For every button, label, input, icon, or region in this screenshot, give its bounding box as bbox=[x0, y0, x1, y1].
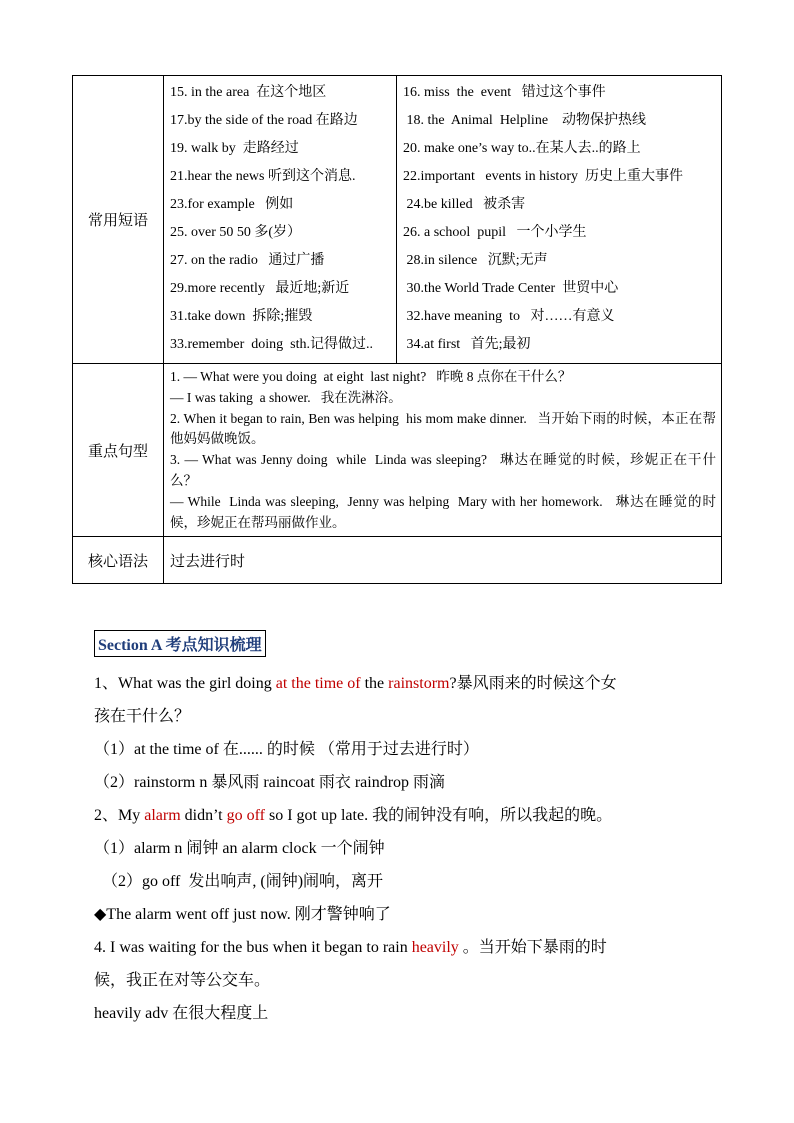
phrase-right-item: 16. miss the event 错过这个事件 bbox=[403, 85, 606, 100]
summary-table bbox=[72, 75, 722, 584]
item2-highlight-1: alarm bbox=[144, 807, 181, 824]
phrase-right-item: 24.be killed 被杀害 bbox=[403, 197, 526, 212]
phrase-right-item: 20. make one’s way to..在某人去..的路上 bbox=[403, 141, 641, 156]
note-item-1-cont: 孩在干什么？ bbox=[94, 708, 191, 725]
item2-text-post: so I got up late. 我的闹钟没有响，所以我起的晚。 bbox=[264, 807, 613, 824]
phrase-left-item: 33.remember doing sth.记得做过.. bbox=[170, 337, 373, 352]
item4-text-post: 。当开始下暴雨的时 bbox=[458, 939, 607, 956]
note-item-2-sub-1: （1）alarm n 闹钟 an alarm clock 一个闹钟 bbox=[94, 840, 385, 857]
phrase-left-item: 19. walk by 走路经过 bbox=[170, 141, 299, 156]
note-item-1-sub-2: （2）rainstorm n 暴风雨 raincoat 雨衣 raindrop 雨滴 bbox=[94, 774, 446, 791]
item1-highlight-1: at the time of bbox=[275, 675, 361, 692]
item1-text-mid: the bbox=[360, 675, 389, 692]
note-item-1 bbox=[94, 667, 714, 700]
phrase-left-item: 27. on the radio 通过广播 bbox=[170, 253, 325, 268]
phrase-right-item: 18. the Animal Helpline 动物保护热线 bbox=[403, 113, 647, 128]
section-title: Section A 考点知识梳理 bbox=[94, 630, 266, 657]
phrases-left-column bbox=[164, 76, 397, 364]
note-item-1-sub-1: （1）at the time of 在...... 的时候 （常用于过去进行时） bbox=[94, 741, 479, 758]
note-item-4-cont: 候，我正在对等公交车。 bbox=[94, 972, 271, 989]
phrase-left-item: 23.for example 例如 bbox=[170, 197, 294, 212]
grammar-value: 过去进行时 bbox=[164, 537, 722, 584]
note-item-4-sub: heavily adv 在很大程度上 bbox=[94, 1005, 269, 1022]
knowledge-notes bbox=[94, 630, 714, 1030]
grammar-row bbox=[73, 537, 722, 584]
sentence-line: — I was taking a shower. 我在洗淋浴。 bbox=[170, 389, 402, 405]
sentences-category-label: 重点句型 bbox=[73, 364, 164, 537]
phrase-right-item: 34.at first 首先;最初 bbox=[403, 337, 531, 352]
sentence-line: 2. When it began to rain, Ben was helping his mom make dinner. 当开始下雨的时候，本正在帮他妈妈做晚饭。 bbox=[170, 410, 716, 447]
phrase-left-item: 21.hear the news 听到这个消息. bbox=[170, 169, 356, 184]
phrases-right-column bbox=[397, 76, 722, 364]
phrase-right-item: 28.in silence 沉默;无声 bbox=[403, 253, 548, 268]
sentences-row bbox=[73, 364, 722, 537]
item1-highlight-2: rainstorm bbox=[388, 675, 450, 692]
phrase-left-item: 15. in the area 在这个地区 bbox=[170, 85, 327, 100]
phrase-right-item: 26. a school pupil 一个小学生 bbox=[403, 225, 587, 240]
sentence-line: — While Linda was sleeping, Jenny was helping Mary with her homework. 琳达在睡觉的时候，珍妮正在帮玛丽做作业。 bbox=[170, 493, 716, 530]
phrase-right-item: 32.have meaning to 对……有意义 bbox=[403, 309, 615, 324]
item4-highlight: heavily bbox=[411, 939, 459, 956]
item1-text-post: ?暴风雨来的时候这个女 bbox=[449, 675, 617, 692]
phrases-category-label: 常用短语 bbox=[73, 76, 164, 364]
note-item-4 bbox=[94, 931, 714, 964]
sentences-cell bbox=[164, 364, 722, 537]
item4-text: 4. I was waiting for the bus when it began to rain bbox=[94, 939, 412, 956]
item1-text: 1、What was the girl doing bbox=[94, 675, 276, 692]
phrase-right-item: 30.the World Trade Center 世贸中心 bbox=[403, 281, 619, 296]
phrase-left-item: 31.take down 拆除;摧毁 bbox=[170, 309, 313, 324]
sentence-line: 1. — What were you doing at eight last night? 昨晚 8 点你在干什么？ bbox=[170, 369, 572, 384]
sentence-line: 3. — What was Jenny doing while Linda was sleeping? 琳达在睡觉的时候，珍妮正在干什么？ bbox=[170, 452, 716, 488]
phrase-right-item: 22.important events in history 历史上重大事件 bbox=[403, 169, 683, 184]
phrase-left-item: 17.by the side of the road 在路边 bbox=[170, 113, 358, 128]
note-item-2 bbox=[94, 799, 714, 832]
item2-text-mid: didn’t bbox=[180, 807, 227, 824]
phrase-left-item: 25. over 50 50 多(岁） bbox=[170, 225, 302, 240]
note-item-2-sub-2: （2）go off 发出响声, (闹钟)闹响，离开 bbox=[94, 873, 384, 890]
phrases-left-list bbox=[164, 76, 396, 363]
item2-highlight-2: go off bbox=[226, 807, 265, 824]
phrases-row bbox=[73, 76, 722, 364]
grammar-category-label: 核心语法 bbox=[73, 537, 164, 584]
item2-text: 2、My bbox=[94, 807, 145, 824]
phrase-left-item: 29.more recently 最近地;新近 bbox=[170, 281, 350, 296]
note-item-2-example: ◆The alarm went off just now. 刚才警钟响了 bbox=[94, 906, 391, 923]
phrases-right-list bbox=[397, 76, 721, 363]
